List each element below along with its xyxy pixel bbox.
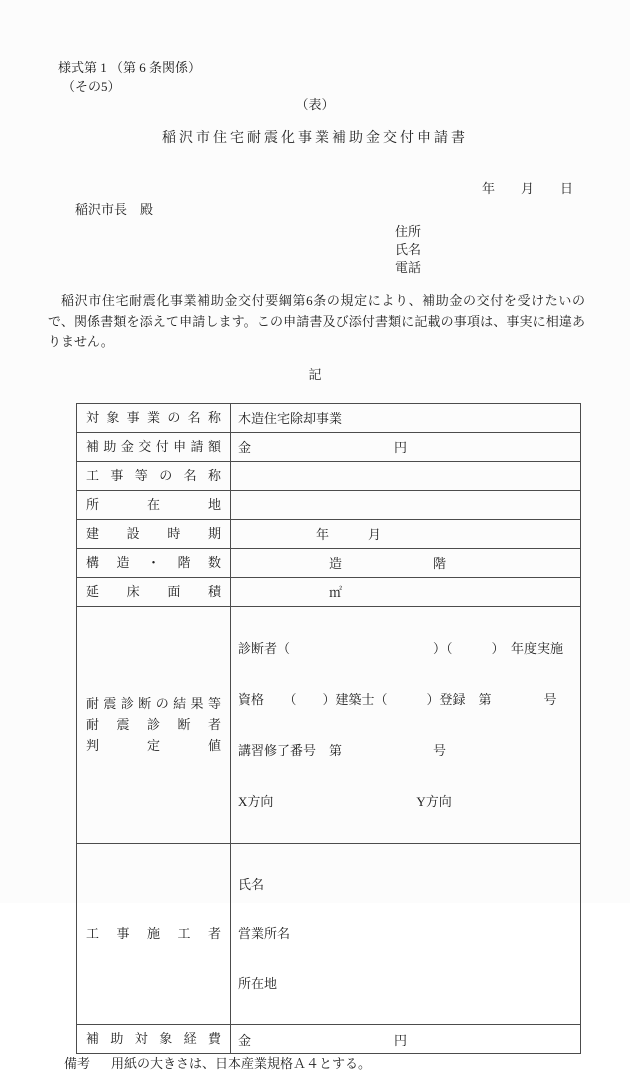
remarks-label: 備考 [64, 1056, 91, 1071]
applicant-address-label: 住所 [395, 224, 422, 239]
row-label: 延床面積 [86, 583, 221, 599]
row-work-name [77, 461, 581, 490]
body-paragraph: 稲沢市住宅耐震化事業補助金交付要綱第6条の規定により、補助金の交付を受けたいので、関係書類を添えて申請します。この申請書及び添付書類に記載の事項は、事実に相違ありません。 [48, 293, 585, 349]
ki-heading: 記 [308, 366, 322, 382]
row-label-line: 耐震診断者 [86, 717, 221, 732]
date-line: 年 月 日 [481, 181, 573, 196]
row-value: ㎡ [231, 577, 581, 606]
row-seismic-diagnosis [77, 606, 581, 843]
row-label-line: 耐震診断の結果等 [86, 696, 221, 711]
row-value [231, 461, 581, 490]
row-grant-amount [77, 432, 581, 461]
row-eligible-expenses [77, 1025, 581, 1054]
row-label: 補助金交付申請額 [86, 438, 221, 454]
row-label: 建設時期 [86, 525, 221, 541]
row-label-line: 判定値 [86, 738, 221, 753]
applicant-block [395, 223, 630, 277]
remarks-text: 用紙の大きさは、日本産業規格Ａ４とする。 [111, 1056, 372, 1071]
application-table [76, 403, 581, 1055]
row-floor-area [77, 577, 581, 606]
row-construction-period [77, 519, 581, 548]
form-sub-number: （その5） [62, 79, 121, 94]
diagnosis-line: 診断者（ ）（ ） 年度実施 [238, 640, 564, 656]
applicant-phone-label: 電話 [395, 260, 422, 275]
applicant-name-label: 氏名 [395, 242, 422, 257]
diagnosis-line: 講習修了番号 第 号 [238, 742, 447, 758]
row-value [231, 490, 581, 519]
row-value: 金 円 [231, 432, 581, 461]
front-side-label: （表） [295, 97, 335, 112]
row-value: 年 月 [231, 519, 581, 548]
row-label: 補助対象経費 [86, 1031, 221, 1046]
row-label: 対象事業の名称 [86, 409, 221, 425]
row-target-project [77, 403, 581, 432]
contractor-line: 所在地 [238, 975, 278, 991]
diagnosis-line: X方向 Y方向 [238, 793, 452, 809]
row-location [77, 490, 581, 519]
row-contractor [77, 843, 581, 1025]
row-value: 造 階 [231, 548, 581, 577]
row-structure-floors [77, 548, 581, 577]
diagnosis-line: 資格 （ ）建築士（ ）登録 第 号 [238, 691, 557, 707]
remarks-note [64, 1057, 630, 1071]
row-label: 工事施工者 [86, 925, 221, 941]
row-label: 構造・階数 [86, 554, 221, 570]
row-value: 金 円 [231, 1025, 581, 1054]
row-label: 所在地 [86, 496, 221, 512]
row-label: 工事等の名称 [86, 467, 221, 483]
form-number: 様式第 1 （第 6 条関係） [58, 60, 202, 75]
document-title: 稲沢市住宅耐震化事業補助金交付申請書 [162, 131, 468, 146]
contractor-line: 氏名 [238, 876, 265, 892]
row-value: 木造住宅除却事業 [231, 403, 581, 432]
addressee: 稲沢市長 殿 [75, 202, 154, 217]
contractor-line: 営業所名 [238, 926, 291, 941]
